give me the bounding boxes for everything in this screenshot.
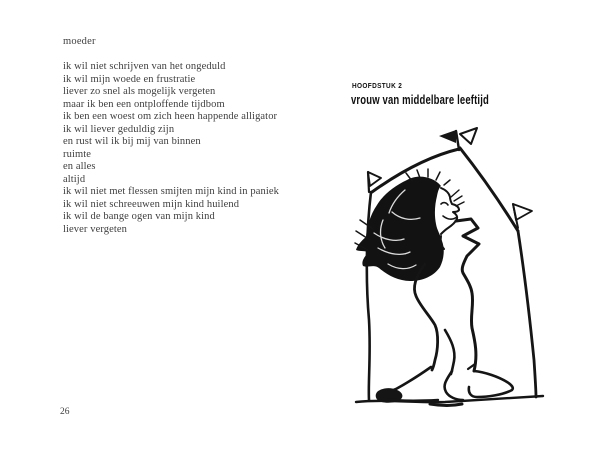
poem-line: en alles [63, 161, 96, 172]
ground-overdraw [430, 404, 462, 406]
page-number: 26 [60, 407, 70, 417]
right-flag-icon [513, 204, 532, 220]
eye [441, 203, 448, 205]
poem-line: ik wil mijn woede en frustratie [63, 73, 196, 85]
left-foot-heel [445, 371, 463, 400]
poem-line: ik wil niet schrijven van het ongeduld [63, 61, 226, 72]
poem-line: en rust wil ik bij mij van binnen [63, 136, 201, 147]
poem-line: liever vergeten [63, 223, 127, 235]
right-foot [469, 371, 513, 397]
arm-and-right-side [456, 219, 479, 371]
poem-line: ruimte [63, 148, 92, 160]
chapter-label: HOOFDSTUK 2 [352, 83, 403, 90]
poem-line: ik wil niet schreeuwen mijn kind huilend [63, 198, 240, 210]
smile [443, 216, 457, 219]
poem-line: liever zo snel als mogelijk vergeten [63, 86, 216, 97]
inner-leg-line [445, 330, 454, 374]
chapter-title: vrouw van middelbare leeftijd [351, 93, 489, 107]
poem-line: ik ben een woest om zich heen happende alligator [63, 111, 278, 122]
apex-right-flag-icon [460, 128, 477, 144]
woman-figure [355, 169, 513, 403]
poem-line: altijd [63, 173, 86, 185]
apex-flag-pole [456, 131, 459, 150]
left-foot-bottom [383, 399, 438, 401]
house-right-wall [518, 231, 536, 397]
poem-line: ik wil de bange ogen van mijn kind [63, 211, 215, 222]
woman-in-house-illustration [340, 115, 560, 415]
face-profile [441, 188, 459, 234]
poem-line: ik wil liever geduldig zijn [63, 123, 175, 135]
poem-title: moeder [63, 36, 96, 47]
poem-line: ik wil niet met flessen smijten mijn kind in paniek [63, 186, 279, 197]
apex-left-flag-icon [439, 130, 456, 143]
left-flag-icon [368, 172, 381, 186]
poem [63, 61, 279, 236]
poem-line: maar ik ben een ontploffende tijdbom [63, 98, 225, 110]
